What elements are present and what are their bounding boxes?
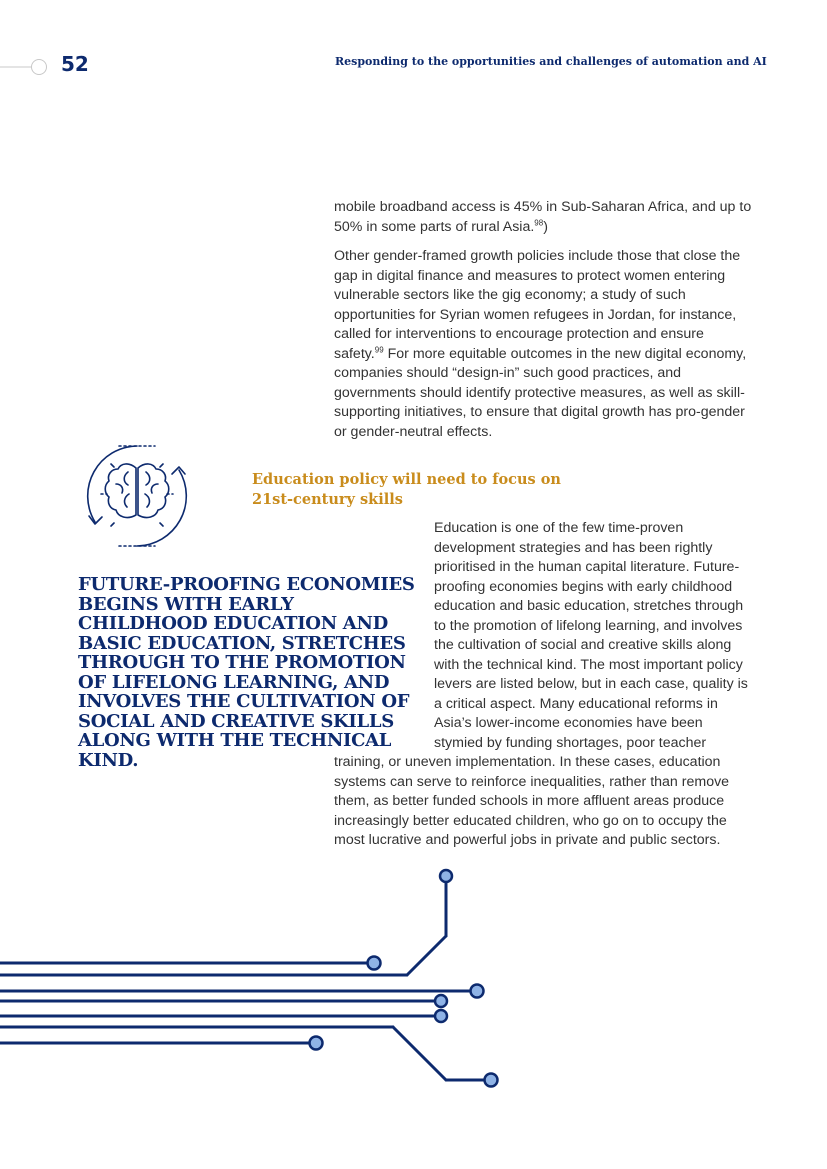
page-number: 52 (61, 52, 89, 76)
pull-quote: FUTURE-PROOFING ECONOMIES BEGINS WITH EARLY CHILDHOOD EDUCATION AND BASIC EDUCATION, STRETCHES THROUGH TO THE PROMOTION OF LIFELONG LEARNING, AND INVOLVES THE CULTIVATION OF SOCIAL AND CREATIVE SKILLS ALONG WITH THE TECHNICAL KIND. (78, 574, 415, 771)
running-title: Responding to the opportunities and challenges of automation and AI (335, 55, 767, 68)
paragraph-text: Education is one of the few time-proven development strategies and has been rightly prioritised in the human capital literature. Future-proofing economies begins with early childhood education and basic education, stretches through to the promotion of lifelong learning, and involves the cultivation of social and creative skills along with the technical kind. The most important policy levers are listed below, but in each case, quality is a critical aspect. Many educational reforms in Asia’s lower-income economies have been stymied by funding shortages, poor teacher training, or uneven implementation. In these cases, education systems can serve to reinforce inequalities, rather than remove them, as better funded schools in more affluent areas produce increasingly better educated children, who go on to occupy the most lucrative and powerful jobs in private and public sectors. (334, 520, 748, 848)
paragraph-text: ) (543, 218, 548, 235)
wrap-spacer (334, 519, 434, 558)
circuit-lines-decoration (0, 860, 520, 1100)
section-heading: Education policy will need to focus on 21st-century skills (252, 471, 561, 508)
paragraph-text: Other gender-framed growth policies include those that close the gap in digital finance and measures to protect women entering vulnerable sectors like the gig economy; a study of such opportunities for Syrian women refugees in Jordan, for instance, called for interventions to encourage protection and ensure safety. (334, 248, 741, 362)
paragraph-gender-policies (334, 247, 754, 442)
paragraph-text: For more equitable outcomes in the new digital economy, companies should “design-in” such good practices, and governments should identify protective measures, as well as skill-supporting initiatives, to ensure that digital growth has pro-gender or gender-neutral effects. (334, 345, 747, 440)
footnote-ref: 99 (374, 344, 384, 354)
wrap-spacer (334, 558, 434, 753)
paragraph-education (334, 519, 754, 851)
brain-icon (83, 442, 191, 550)
footnote-ref: 98 (534, 217, 544, 227)
paragraph-text: mobile broadband access is 45% in Sub-Saharan Africa, and up to 50% in some parts of rural Asia. (334, 199, 752, 235)
page-number-circle-icon (0, 57, 48, 77)
paragraph-broadband (334, 198, 754, 237)
